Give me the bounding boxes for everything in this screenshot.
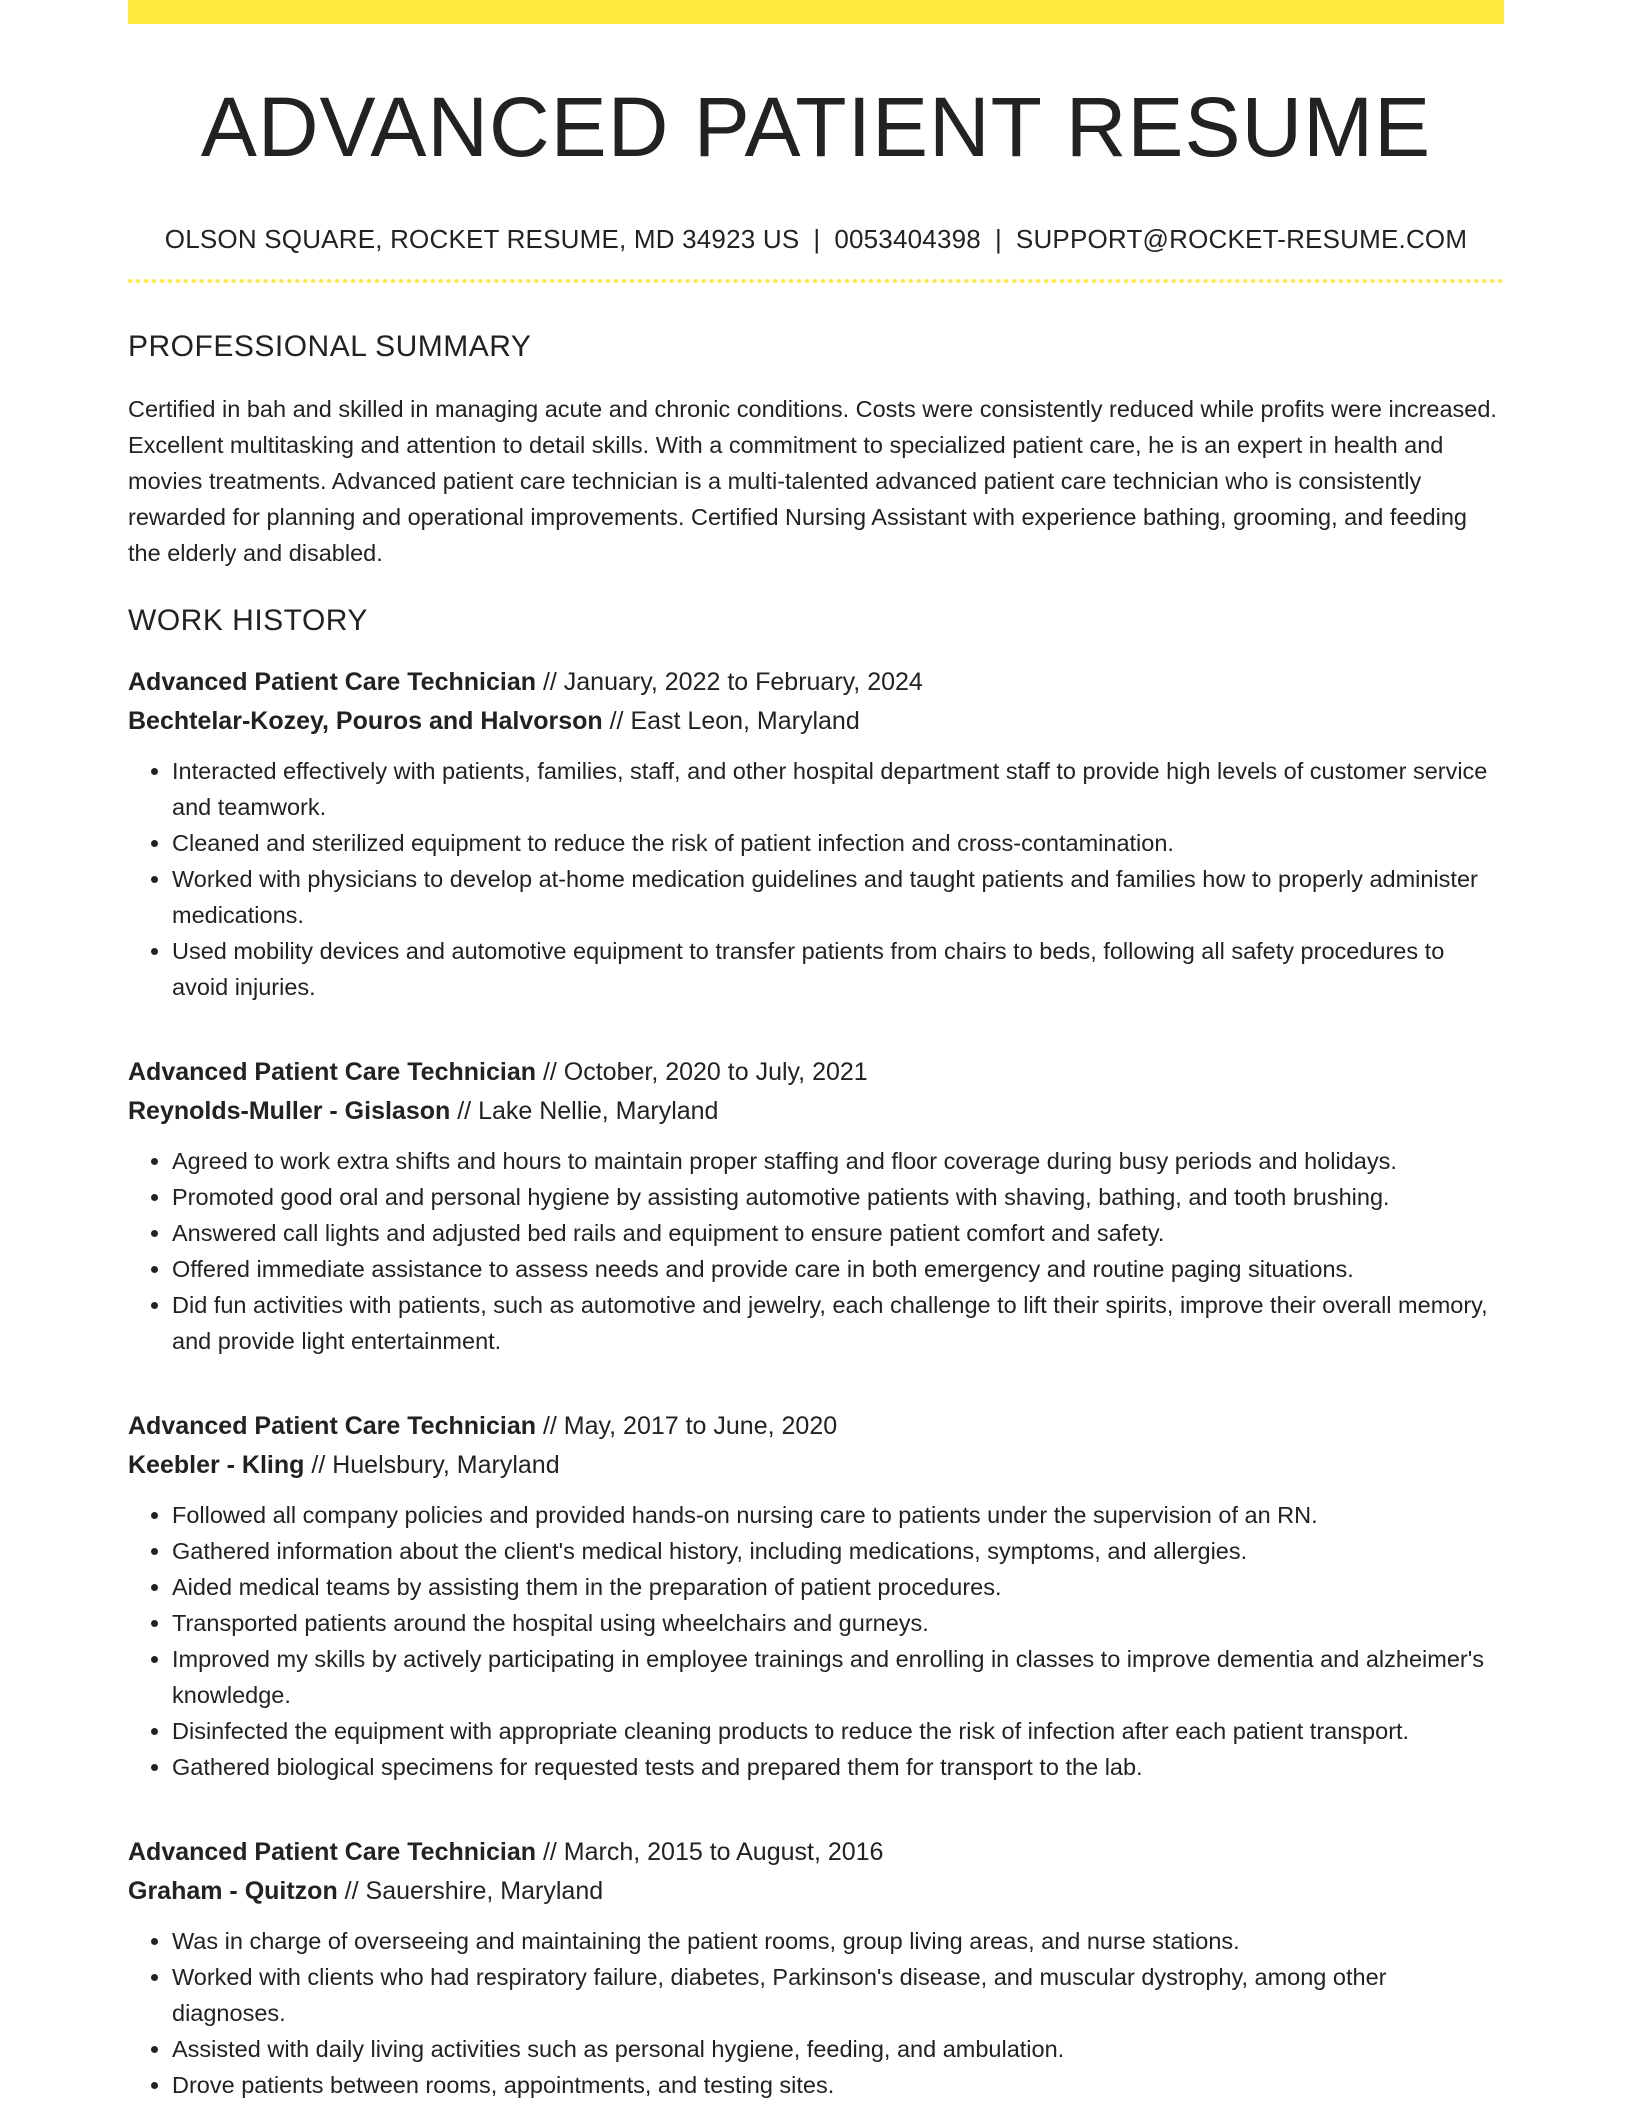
resume-title: ADVANCED PATIENT RESUME bbox=[200, 80, 1432, 174]
job-bullet: • Agreed to work extra shifts and hours to maintain proper staffing and floor coverage during busy periods and holidays. bbox=[172, 1143, 1504, 1179]
job-bullet: • Improved my skills by actively participating in employee trainings and enrolling in classes to improve dementia and alzheimer's knowledge. bbox=[172, 1641, 1504, 1713]
job-company-line bbox=[128, 1872, 1504, 1911]
job-company-line bbox=[128, 702, 1504, 741]
job-location: // Lake Nellie, Maryland bbox=[450, 1097, 719, 1126]
job-bullet-list bbox=[128, 1143, 1504, 1359]
job-entry bbox=[128, 1407, 1504, 1785]
contact-separator: | bbox=[994, 224, 1002, 254]
job-bullet: • Answered call lights and adjusted bed rails and equipment to ensure patient comfort and safety. bbox=[172, 1215, 1504, 1251]
job-company: Graham - Quitzon bbox=[128, 1877, 338, 1906]
job-dates: // May, 2017 to June, 2020 bbox=[536, 1412, 838, 1441]
job-bullet: • Transported patients around the hospital using wheelchairs and gurneys. bbox=[172, 1605, 1504, 1641]
job-bullet: • Promoted good oral and personal hygiene by assisting automotive patients with shaving, bathing, and tooth brushing. bbox=[172, 1179, 1504, 1215]
job-location: // East Leon, Maryland bbox=[602, 707, 860, 736]
contact-address: OLSON SQUARE, ROCKET RESUME, MD 34923 US bbox=[164, 224, 800, 254]
job-bullet: • Did fun activities with patients, such as automotive and jewelry, each challenge to lift their spirits, improve their overall memory, and provide light entertainment. bbox=[172, 1287, 1504, 1359]
job-company: Keebler - Kling bbox=[128, 1451, 305, 1480]
job-role: Advanced Patient Care Technician bbox=[128, 1058, 536, 1087]
job-role-line bbox=[128, 663, 1504, 702]
job-dates: // March, 2015 to August, 2016 bbox=[536, 1838, 884, 1867]
job-company: Bechtelar-Kozey, Pouros and Halvorson bbox=[128, 707, 603, 736]
work-history-list bbox=[128, 663, 1504, 2103]
top-accent-bar bbox=[128, 0, 1504, 24]
job-location: // Huelsbury, Maryland bbox=[304, 1451, 560, 1480]
job-bullet-list bbox=[128, 1497, 1504, 1785]
job-bullet: • Gathered information about the client's medical history, including medications, symptoms, and allergies. bbox=[172, 1533, 1504, 1569]
job-entry bbox=[128, 1833, 1504, 2103]
contact-phone: 0053404398 bbox=[834, 224, 981, 254]
summary-heading: PROFESSIONAL SUMMARY bbox=[128, 330, 532, 364]
job-dates: // October, 2020 to July, 2021 bbox=[536, 1058, 868, 1087]
job-company-line bbox=[128, 1092, 1504, 1131]
job-role: Advanced Patient Care Technician bbox=[128, 1838, 536, 1867]
job-bullet-list bbox=[128, 1923, 1504, 2103]
job-bullet: • Offered immediate assistance to assess needs and provide care in both emergency and routine paging situations. bbox=[172, 1251, 1504, 1287]
job-bullet: • Interacted effectively with patients, families, staff, and other hospital department staff to provide high levels of customer service and teamwork. bbox=[172, 753, 1504, 825]
contact-separator: | bbox=[813, 224, 821, 254]
summary-text: Certified in bah and skilled in managing acute and chronic conditions. Costs were consistently reduced while profits were increased. Excellent multitasking and attention to detail skills. With a commitment to specialized patient care, he is an expert in health and movies treatments. Advanced patient care technician is a multi-talented advanced patient care technician who is consistently rewarded for planning and operational improvements. Certified Nursing Assistant with experience bathing, grooming, and feeding the elderly and disabled. bbox=[128, 396, 1497, 567]
job-bullet: • Cleaned and sterilized equipment to reduce the risk of patient infection and cross-contamination. bbox=[172, 825, 1504, 861]
job-role-line bbox=[128, 1833, 1504, 1872]
job-bullet: • Used mobility devices and automotive equipment to transfer patients from chairs to beds, following all safety procedures to avoid injuries. bbox=[172, 933, 1504, 1005]
job-bullet: • Was in charge of overseeing and maintaining the patient rooms, group living areas, and nurse stations. bbox=[172, 1923, 1504, 1959]
resume-page bbox=[128, 0, 1504, 2103]
job-company-line bbox=[128, 1446, 1504, 1485]
job-bullet: • Followed all company policies and provided hands-on nursing care to patients under the supervision of an RN. bbox=[172, 1497, 1504, 1533]
job-bullet: • Aided medical teams by assisting them in the preparation of patient procedures. bbox=[172, 1569, 1504, 1605]
job-bullet: • Drove patients between rooms, appointments, and testing sites. bbox=[172, 2067, 1504, 2103]
job-role-line bbox=[128, 1053, 1504, 1092]
job-role: Advanced Patient Care Technician bbox=[128, 668, 536, 697]
job-bullet: • Worked with clients who had respiratory failure, diabetes, Parkinson's disease, and muscular dystrophy, among other diagnoses. bbox=[172, 1959, 1504, 2031]
job-location: // Sauershire, Maryland bbox=[337, 1877, 604, 1906]
contact-line bbox=[128, 224, 1504, 255]
job-bullet-list bbox=[128, 753, 1504, 1005]
contact-email: SUPPORT@ROCKET-RESUME.COM bbox=[1015, 224, 1468, 254]
work-history-heading: WORK HISTORY bbox=[128, 604, 368, 638]
job-bullet: • Assisted with daily living activities such as personal hygiene, feeding, and ambulation. bbox=[172, 2031, 1504, 2067]
job-role-line bbox=[128, 1407, 1504, 1446]
job-entry bbox=[128, 1053, 1504, 1359]
header-divider bbox=[128, 279, 1504, 283]
job-bullet: • Worked with physicians to develop at-home medication guidelines and taught patients and families how to properly administer medications. bbox=[172, 861, 1504, 933]
job-role: Advanced Patient Care Technician bbox=[128, 1412, 536, 1441]
job-company: Reynolds-Muller - Gislason bbox=[128, 1097, 451, 1126]
job-dates: // January, 2022 to February, 2024 bbox=[536, 668, 923, 697]
job-entry bbox=[128, 663, 1504, 1005]
job-bullet: • Disinfected the equipment with appropriate cleaning products to reduce the risk of infection after each patient transport. bbox=[172, 1713, 1504, 1749]
job-bullet: • Gathered biological specimens for requested tests and prepared them for transport to the lab. bbox=[172, 1749, 1504, 1785]
